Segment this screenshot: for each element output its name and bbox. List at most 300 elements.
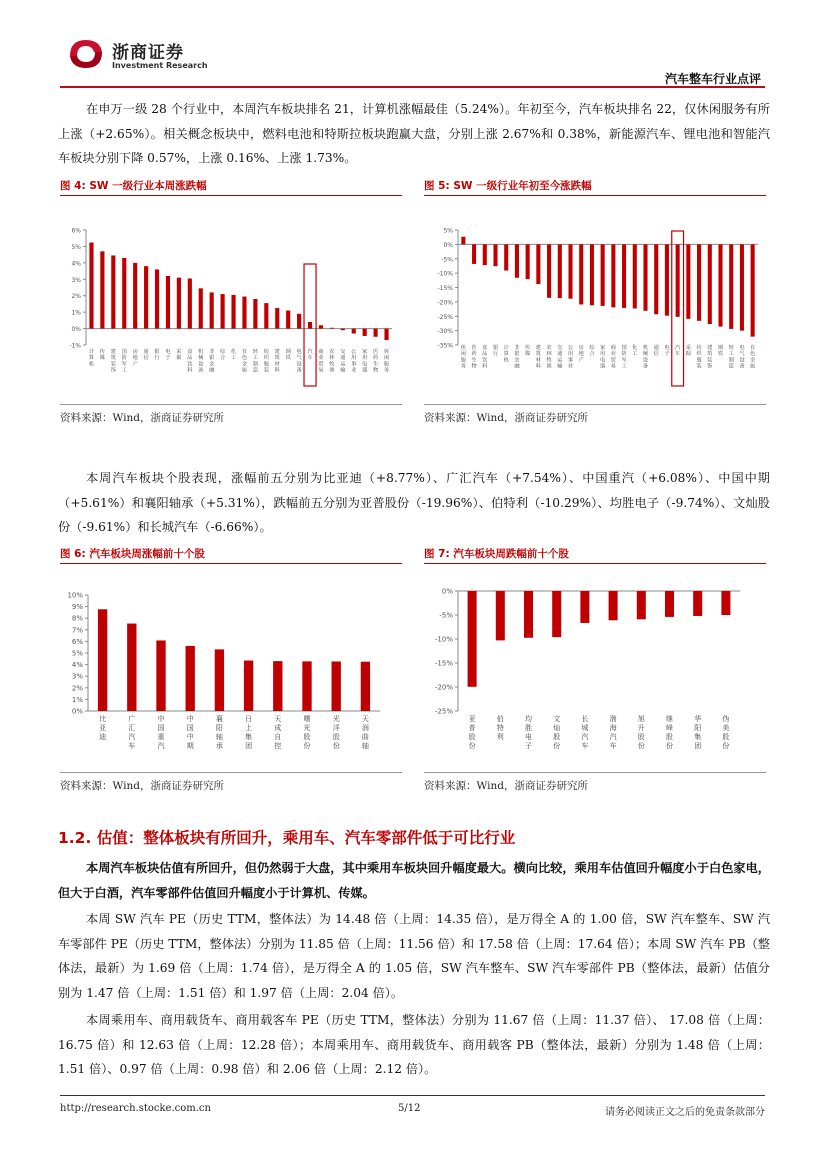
category-label: 综	[589, 345, 595, 351]
fig5-title: 图 5: SW 一级行业年初至今涨跌幅	[424, 180, 592, 192]
category-label: 纺	[263, 349, 269, 355]
bar	[374, 329, 378, 337]
bar	[547, 244, 551, 297]
bar	[558, 244, 562, 298]
category-label: 轴	[215, 733, 223, 741]
category-label: 事	[351, 361, 357, 368]
category-label: 集	[694, 733, 702, 741]
category-label: 份	[666, 742, 673, 750]
category-label: 机	[88, 361, 95, 368]
category-label: 峰	[666, 724, 673, 732]
category-label: 传	[525, 345, 531, 351]
fig7-title: 图 7: 汽车板块周跌幅前十个股	[424, 548, 569, 560]
category-label: 机	[642, 345, 649, 351]
page-number: 5/12	[398, 1103, 421, 1114]
bar	[609, 591, 618, 620]
category-label: 物	[471, 363, 477, 370]
category-label: 行	[492, 351, 499, 358]
category-label: 光	[332, 715, 340, 723]
category-label: 商	[610, 345, 616, 351]
category-label: 工	[621, 363, 627, 370]
category-label: 合	[589, 351, 595, 358]
category-label: 装	[263, 367, 269, 374]
category-label: 筑	[535, 351, 541, 358]
category-label: 纺	[696, 345, 702, 351]
category-label: 贸	[318, 361, 324, 368]
fig7-chart	[424, 580, 766, 770]
category-label: 汽	[675, 345, 681, 351]
bar	[611, 244, 615, 307]
category-label: 均	[525, 715, 532, 723]
bar	[275, 308, 279, 329]
y-tick-label: -15%	[434, 659, 453, 668]
category-label: 产	[578, 357, 584, 364]
category-label: 日	[245, 715, 253, 723]
bar	[384, 329, 388, 341]
category-label: 控	[274, 742, 282, 750]
category-label: 机	[503, 357, 509, 364]
y-tick-label: -20%	[437, 299, 453, 307]
footer-rule	[60, 1095, 765, 1096]
bar	[526, 244, 530, 279]
y-tick-label: -25%	[437, 313, 453, 321]
category-label: 金	[750, 357, 756, 364]
category-label: 业	[567, 363, 574, 370]
fig5-source: 资料来源：Wind，浙商证券研究所	[424, 412, 588, 424]
category-label: 算	[88, 355, 95, 362]
category-label: 旭	[637, 715, 645, 723]
y-tick-label: 10%	[67, 591, 83, 600]
category-label: 天	[274, 715, 282, 723]
category-label: 通	[143, 349, 149, 355]
category-label: 计	[88, 349, 95, 355]
category-label: 继	[666, 715, 673, 723]
category-label: 建	[110, 349, 116, 355]
bar	[231, 295, 235, 329]
bar	[100, 251, 104, 328]
category-label: 色	[750, 351, 756, 358]
category-label: 特	[496, 724, 504, 732]
fig7-top-rule	[424, 563, 766, 564]
category-label: 业	[610, 351, 616, 358]
bar	[686, 244, 690, 318]
category-label: 制	[728, 357, 734, 364]
category-label: 份	[303, 742, 311, 750]
category-label: 气	[296, 355, 302, 362]
category-label: 筑	[274, 355, 280, 362]
category-label: 融	[514, 363, 520, 370]
category-label: 设	[642, 357, 649, 364]
category-label: 军	[121, 361, 127, 368]
bar	[363, 329, 367, 336]
fig5-bottom-rule	[424, 404, 766, 405]
category-label: 建	[274, 349, 280, 355]
category-label: 设	[296, 361, 302, 368]
y-tick-label: -10%	[437, 270, 453, 278]
bar	[122, 258, 126, 329]
category-label: 饰	[707, 363, 713, 370]
category-label: 输	[340, 367, 346, 374]
category-label: 化	[230, 349, 237, 355]
category-label: 天	[361, 715, 369, 723]
category-label: 国	[157, 724, 165, 732]
category-label: 升	[637, 724, 645, 732]
category-label: 备	[739, 363, 745, 370]
category-label: 品	[187, 355, 193, 362]
category-label: 设	[198, 361, 204, 368]
category-label: 务	[460, 363, 466, 370]
bar	[633, 244, 637, 308]
y-tick-label: 2%	[71, 684, 83, 693]
footer-disclaimer: 请务必阅读正文之后的免责条款部分	[605, 1107, 765, 1118]
category-label: 药	[373, 355, 379, 362]
category-label: 车	[609, 742, 617, 750]
y-tick-label: 1%	[71, 695, 83, 704]
bar	[665, 591, 674, 617]
category-label: 汽	[128, 733, 136, 741]
bar	[622, 244, 626, 308]
section-heading: 1.2. 估值：整体板块有所回升，乘用车、汽车零部件低于可比行业	[58, 829, 516, 847]
category-label: 医	[373, 349, 379, 355]
category-label: 车	[581, 742, 589, 750]
category-label: 医	[471, 345, 477, 351]
category-label: 用	[351, 355, 357, 362]
category-label: 料	[482, 363, 488, 370]
category-label: 媒	[99, 355, 105, 362]
category-label: 国	[621, 345, 627, 351]
category-label: 银	[154, 349, 160, 355]
category-label: 交	[340, 349, 346, 355]
fig4-bottom-rule	[60, 404, 402, 405]
category-label: 迪	[99, 733, 107, 741]
category-label: 文	[553, 715, 561, 723]
category-label: 襄	[215, 715, 223, 723]
bar	[468, 591, 477, 687]
category-label: 金	[241, 361, 248, 368]
category-label: 合	[220, 355, 226, 362]
category-label: 运	[340, 361, 346, 368]
bar	[286, 311, 290, 329]
category-label: 汽	[609, 733, 617, 741]
category-label: 属	[750, 363, 756, 370]
category-label: 通	[557, 351, 563, 358]
y-tick-label: -1%	[69, 342, 81, 350]
category-label: 闲	[383, 355, 390, 362]
category-label: 物	[373, 367, 379, 374]
category-label: 份	[722, 742, 730, 750]
category-label: 股	[637, 733, 645, 741]
category-label: 汽	[307, 349, 313, 355]
category-label: 织	[263, 355, 269, 362]
category-label: 服	[263, 361, 269, 368]
category-label: 信	[143, 355, 149, 362]
category-label: 渔	[546, 363, 552, 370]
bar	[273, 661, 282, 711]
y-tick-label: -30%	[437, 328, 453, 336]
bar	[319, 325, 323, 328]
bar	[697, 244, 701, 320]
category-label: 织	[696, 351, 702, 358]
category-label: 子	[664, 351, 670, 358]
category-label: 洋	[332, 724, 340, 732]
category-label: 电	[739, 345, 745, 351]
bar	[332, 661, 341, 711]
category-label: 闲	[460, 351, 466, 358]
fig7-bottom-rule	[424, 772, 766, 773]
category-label: 信	[653, 351, 659, 358]
fig4-chart	[60, 200, 402, 400]
category-label: 务	[383, 367, 390, 374]
category-label: 工	[728, 351, 734, 358]
category-label: 团	[694, 742, 702, 750]
category-label: 海	[609, 724, 617, 732]
category-label: 通	[340, 355, 346, 362]
y-tick-label: 8%	[71, 614, 83, 623]
bar	[155, 269, 159, 328]
category-label: 服	[460, 357, 466, 364]
bar	[708, 244, 712, 324]
category-label: 份	[637, 742, 645, 750]
fig5-top-rule	[424, 195, 766, 196]
category-label: 林	[329, 355, 335, 362]
category-label: 钢	[717, 345, 724, 351]
category-label: 车	[675, 351, 681, 358]
header-rule	[60, 86, 765, 88]
category-label: 属	[241, 367, 248, 374]
category-label: 色	[241, 355, 248, 362]
y-tick-label: 9%	[71, 603, 83, 612]
bar	[188, 278, 192, 328]
fig6-chart	[60, 580, 402, 770]
category-label: 械	[642, 351, 649, 358]
bar	[676, 244, 680, 316]
category-label: 建	[707, 345, 713, 351]
category-label: 公	[351, 349, 357, 355]
intro-paragraph: 在申万一级 28 个行业中，本周汽车板块排名 21，计算机涨幅最佳（5.24%）。年初至今，汽车板块排名 22，仅休闲服务有所上涨（+2.65%）。相关概念板块中，燃料电池和特斯拉板块跑赢大盘，分别上涨 2.67%和 0.38%，新能源汽车、锂电池和智能汽车板块分别下降 0.57%，上涨 0.16%、上涨 1.73%。	[58, 102, 770, 165]
bar	[297, 314, 301, 329]
y-tick-label: 4%	[71, 661, 83, 670]
bar	[264, 303, 268, 328]
category-label: 曙	[303, 715, 311, 723]
bar	[515, 244, 519, 277]
category-label: 食	[187, 349, 193, 355]
y-tick-label: 0%	[71, 326, 81, 334]
category-label: 银	[492, 345, 499, 351]
category-label: 股	[303, 733, 311, 741]
category-label: 牧	[329, 361, 335, 368]
y-tick-label: 0%	[71, 707, 83, 716]
category-label: 份	[332, 742, 340, 750]
y-tick-label: -20%	[434, 683, 453, 692]
y-tick-label: 5%	[443, 227, 453, 235]
category-label: 团	[245, 742, 253, 750]
category-label: 电	[525, 733, 532, 741]
y-tick-label: -35%	[437, 342, 453, 350]
category-label: 家	[600, 345, 606, 351]
category-label: 业	[318, 355, 324, 362]
category-label: 铁	[285, 355, 291, 362]
category-label: 份	[468, 742, 476, 750]
y-tick-label: -25%	[434, 707, 453, 716]
category-label: 铁	[717, 351, 724, 358]
category-label: 阳	[215, 724, 223, 732]
section-para-1: 本周 SW 汽车 PE（历史 TTM，整体法）为 14.48 倍（上周：14.35 倍），是万得全 A 的 1.00 倍，SW 汽车整车、SW 汽车零部件 PE（历史 TTM，整体法）分别为 11.85 倍（上周：11.56 倍）和 17.58 倍（上周：17.64 倍）；本周 SW 汽车 PB（整体法，最新）为 1.69 倍（上周：1.74 倍），是万得全 A 的 1.05 倍，SW 汽车整车、SW 汽车零部件 PB（整体法，最新）估值分别为 1.47 倍（上周：1.51 倍）和 1.97 倍（上周：2.04 倍）。	[58, 912, 770, 1000]
y-tick-label: 2%	[71, 293, 81, 301]
bar	[242, 297, 246, 329]
bar	[308, 322, 312, 329]
category-label: 机	[198, 349, 204, 355]
category-label: 伯	[496, 715, 504, 723]
category-label: 子	[165, 355, 171, 362]
report-type: 汽车整车行业点评	[664, 72, 761, 86]
category-label: 广	[128, 715, 136, 723]
y-tick-label: 7%	[71, 626, 83, 635]
category-label: 长	[581, 715, 589, 723]
category-label: 电	[362, 361, 368, 368]
company-name-cn: 浙商证券	[112, 43, 184, 63]
y-tick-label: -15%	[437, 285, 453, 292]
fig6-title: 图 6: 汽车板块周涨幅前十个股	[60, 548, 205, 560]
category-label: 钢	[285, 349, 291, 355]
bar	[552, 591, 561, 637]
category-label: 休	[383, 349, 390, 355]
category-label: 伪	[722, 715, 730, 723]
bar	[361, 662, 370, 711]
bar	[186, 646, 195, 711]
category-label: 用	[362, 355, 368, 362]
category-label: 易	[610, 363, 616, 370]
category-label: 采	[176, 349, 182, 355]
y-tick-label: 3%	[71, 276, 81, 284]
bar	[156, 640, 165, 711]
category-label: 料	[274, 367, 280, 374]
fig4-top-rule	[60, 195, 402, 196]
fig7-source: 资料来源：Wind，浙商证券研究所	[424, 780, 588, 792]
category-label: 装	[707, 357, 713, 364]
category-label: 城	[581, 724, 589, 732]
section-lead: 本周汽车板块估值有所回升，但仍然弱于大盘，其中乘用车板块回升幅度最大。横向比较，乘用车估值回升幅度小于白色家电，但大于白酒，汽车零部件估值回升幅度小于计算机、传媒。	[58, 861, 770, 900]
category-label: 掘	[176, 355, 182, 362]
bar	[302, 661, 311, 711]
category-label: 自	[274, 733, 282, 741]
category-label: 银	[209, 355, 215, 362]
category-label: 车	[128, 742, 136, 750]
category-label: 饰	[110, 367, 116, 374]
category-label: 饮	[482, 357, 488, 364]
category-label: 防	[121, 355, 127, 362]
category-label: 林	[546, 351, 552, 358]
bar	[568, 244, 572, 298]
category-label: 备	[296, 367, 302, 374]
bar	[643, 244, 647, 310]
bar	[580, 591, 589, 623]
category-label: 汽	[157, 742, 165, 750]
fig6-top-rule	[60, 563, 402, 564]
category-label: 筑	[707, 351, 713, 358]
category-label: 房	[132, 349, 138, 355]
y-tick-label: 6%	[71, 227, 81, 235]
footer-url: http://research.stocke.com.cn	[60, 1103, 211, 1114]
category-label: 上	[245, 724, 253, 732]
category-label: 电	[296, 349, 302, 355]
bar	[221, 294, 225, 329]
bar	[751, 244, 755, 336]
bar	[665, 244, 669, 315]
category-label: 股	[553, 733, 561, 741]
category-label: 掘	[685, 351, 691, 358]
category-label: 亚	[99, 724, 107, 732]
category-label: 房	[578, 345, 584, 351]
category-label: 汽	[581, 733, 589, 741]
bar	[133, 263, 137, 329]
category-label: 比	[99, 715, 107, 723]
bar	[461, 237, 465, 245]
fig6-source: 资料来源：Wind，浙商证券研究所	[60, 780, 224, 792]
y-tick-label: 5%	[71, 649, 83, 658]
category-label: 承	[215, 742, 223, 750]
bar	[693, 591, 702, 616]
category-label: 工	[230, 355, 237, 362]
category-label: 料	[187, 367, 193, 374]
category-label: 有	[750, 345, 756, 351]
category-label: 防	[621, 351, 627, 358]
bar	[330, 328, 334, 329]
category-label: 汇	[128, 724, 136, 732]
category-label: 气	[739, 351, 745, 358]
category-label: 传	[99, 349, 105, 355]
category-label: 料	[535, 363, 541, 370]
y-tick-label: 1%	[71, 309, 81, 317]
category-label: 有	[241, 349, 248, 355]
category-label: 器	[362, 367, 368, 374]
section-para-2: 本周乘用车、商用载货车、商用载客车 PE（历史 TTM，整体法）分别为 11.67 倍（上周：11.37 倍）、 17.08 倍（上周：16.75 倍）和 12.63 倍（上周：12.28 倍）；本周乘用车、商用载货车、商用载客 PB（整体法，最新）分别为 1.48 倍（上周：1.51 倍）、0.97 倍（上周：0.98 倍）和 2.06 倍（上周：2.12 倍）。	[58, 1013, 770, 1076]
category-label: 金	[209, 361, 215, 368]
category-label: 亚	[468, 715, 476, 723]
bar	[253, 299, 257, 329]
bar	[721, 591, 730, 615]
category-label: 股	[468, 733, 476, 741]
category-label: 械	[198, 355, 204, 362]
fig6-bottom-rule	[60, 772, 402, 773]
bar	[654, 244, 658, 314]
category-label: 交	[557, 345, 563, 351]
bar	[352, 329, 356, 334]
bar	[98, 609, 107, 711]
category-label: 生	[471, 357, 477, 364]
category-label: 工	[121, 367, 127, 374]
category-label: 用	[567, 351, 574, 358]
category-label: 公	[567, 345, 574, 351]
category-label: 电	[165, 349, 171, 355]
bar	[536, 244, 540, 284]
company-name-en: Investment Research	[112, 61, 208, 70]
category-label: 饮	[187, 361, 193, 368]
category-label: 非	[209, 349, 215, 355]
category-label: 事	[567, 357, 574, 364]
category-label: 地	[578, 351, 584, 358]
fig5-chart	[424, 200, 766, 400]
category-label: 胜	[525, 724, 532, 732]
category-label: 华	[694, 715, 702, 723]
category-label: 中	[157, 715, 165, 723]
category-label: 服	[696, 357, 702, 364]
category-label: 制	[252, 361, 258, 368]
category-label: 电	[600, 357, 606, 364]
category-label: 银	[514, 351, 520, 358]
category-label: 计	[503, 345, 509, 351]
category-label: 子	[525, 742, 532, 750]
category-label: 算	[503, 351, 509, 358]
